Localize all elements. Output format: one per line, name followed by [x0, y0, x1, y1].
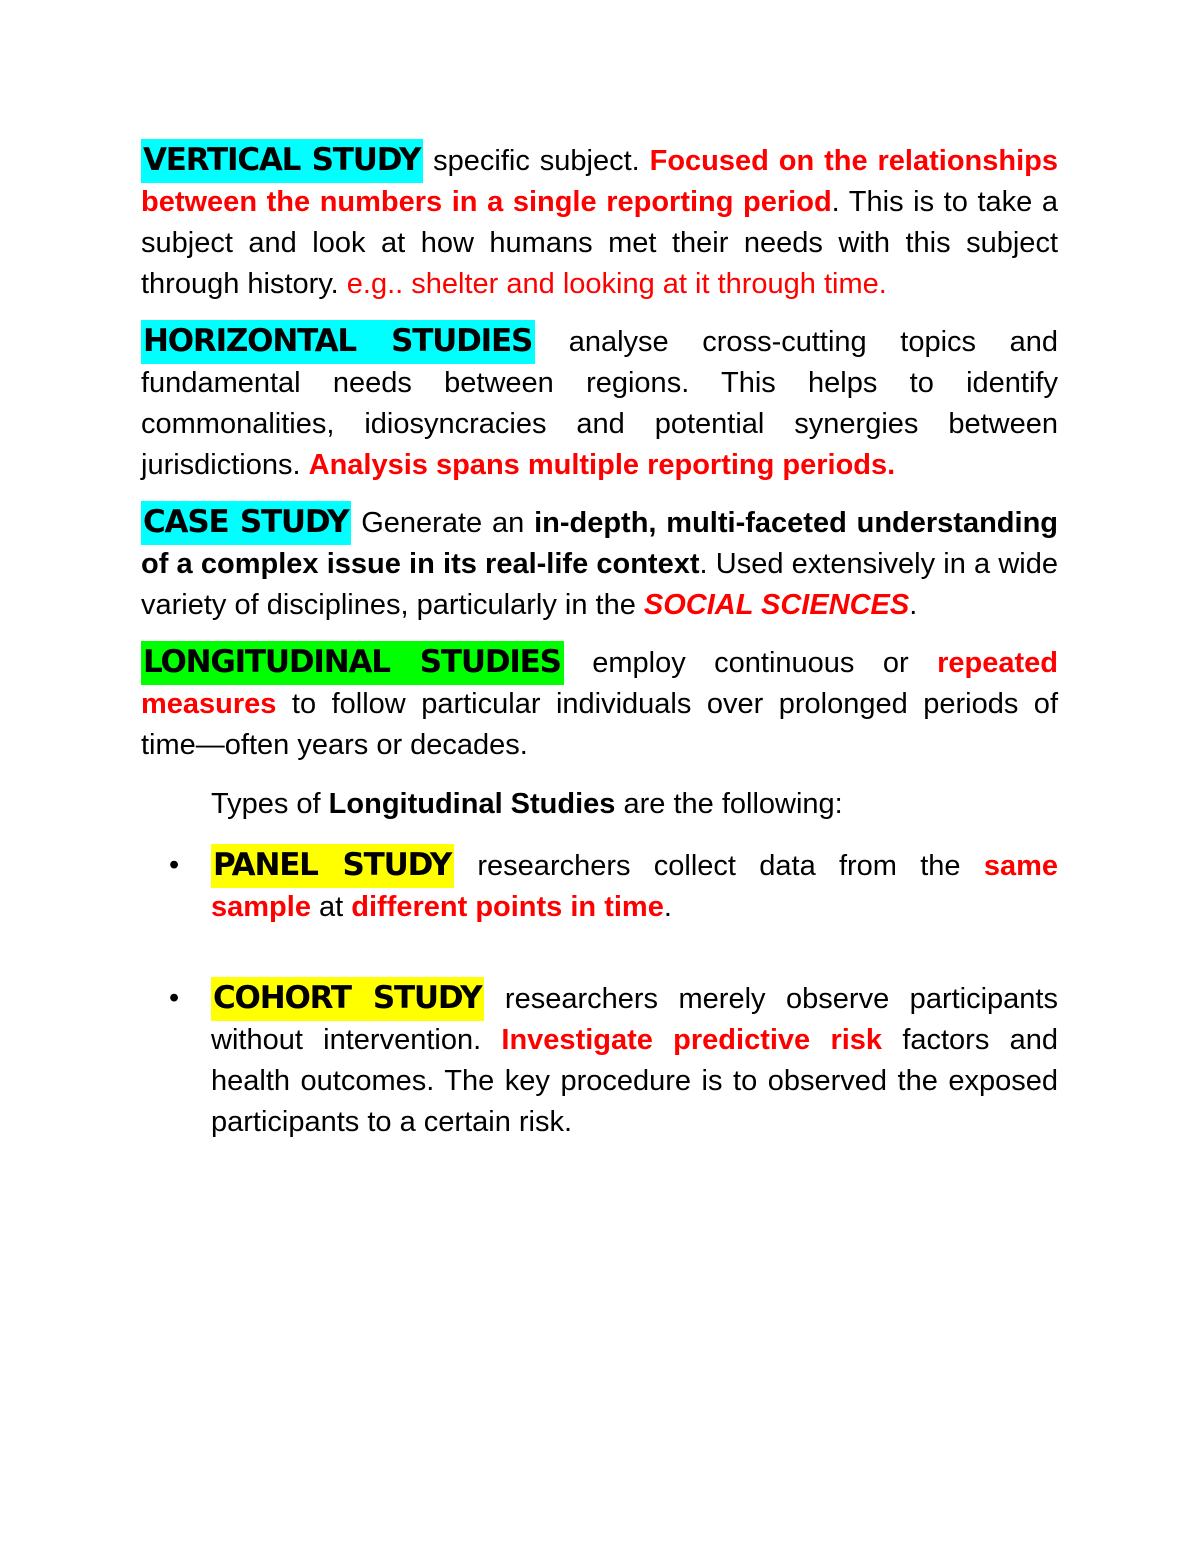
red-bold-text: Investigate predictive risk — [501, 1024, 883, 1056]
text: at — [310, 891, 352, 923]
list-item-cohort-study — [169, 978, 1058, 1143]
document-page — [141, 140, 1058, 1193]
text: . This is to take a subject and look at how humans met their needs with this subject through history. — [141, 186, 1058, 300]
red-bold-text: different points in time — [351, 891, 664, 923]
text: are the following: — [615, 788, 843, 820]
vertical-study-paragraph — [141, 140, 1058, 305]
text: factors and health outcomes. The key procedure is to observed the exposed participants to a certain risk. — [211, 1024, 1058, 1138]
case-study-paragraph — [141, 502, 1058, 626]
text: specific subject. — [423, 145, 650, 177]
text: . — [909, 589, 918, 621]
longitudinal-studies-paragraph — [141, 642, 1058, 766]
text: . — [663, 891, 672, 923]
horizontal-studies-paragraph — [141, 321, 1058, 486]
case-study-heading: CASE STUDY — [141, 501, 351, 545]
vertical-study-heading: VERTICAL STUDY — [141, 139, 423, 183]
types-intro — [211, 784, 1058, 825]
text: Types of — [211, 788, 329, 820]
cohort-study-heading: COHORT STUDY — [211, 977, 484, 1021]
red-bold-text: repeated measures — [141, 647, 1058, 720]
bullet-icon: • — [169, 849, 180, 881]
bold-text: Longitudinal Studies — [328, 788, 616, 820]
list-item-panel-study — [169, 845, 1058, 928]
panel-study-heading: PANEL STUDY — [211, 844, 454, 888]
bullet-icon: • — [169, 982, 180, 1014]
horizontal-studies-heading: HORIZONTAL STUDIES — [141, 320, 535, 364]
red-bold-text: Analysis spans multiple reporting periods. — [308, 449, 896, 481]
red-bold-italic-text: SOCIAL SCIENCES — [643, 589, 910, 621]
text: researchers merely observe participants without intervention. — [211, 983, 1058, 1056]
red-bold-text: Focused on the relationships between the numbers in a single reporting period — [141, 145, 1059, 218]
text: . Used extensively in a wide variety of disciplines, particularly in the — [141, 548, 1058, 621]
text: employ continuous or — [563, 647, 938, 679]
text: researchers collect data from the — [454, 850, 984, 882]
bold-text: in-depth, multi-faceted understanding of a complex issue in its real-life context — [141, 507, 1059, 580]
red-text: e.g.. shelter and looking at it through time. — [346, 268, 887, 300]
text: Generate an — [351, 507, 535, 539]
text: analyse cross-cutting topics and fundamental needs between regions. This helps to identify commonalities, idiosyncracies and potential synergies between jurisdictions. — [141, 326, 1058, 481]
longitudinal-studies-heading: LONGITUDINAL STUDIES — [141, 641, 564, 685]
red-bold-text: same sample — [211, 850, 1058, 923]
text: to follow particular individuals over prolonged periods of time—often years or decades. — [141, 688, 1058, 761]
